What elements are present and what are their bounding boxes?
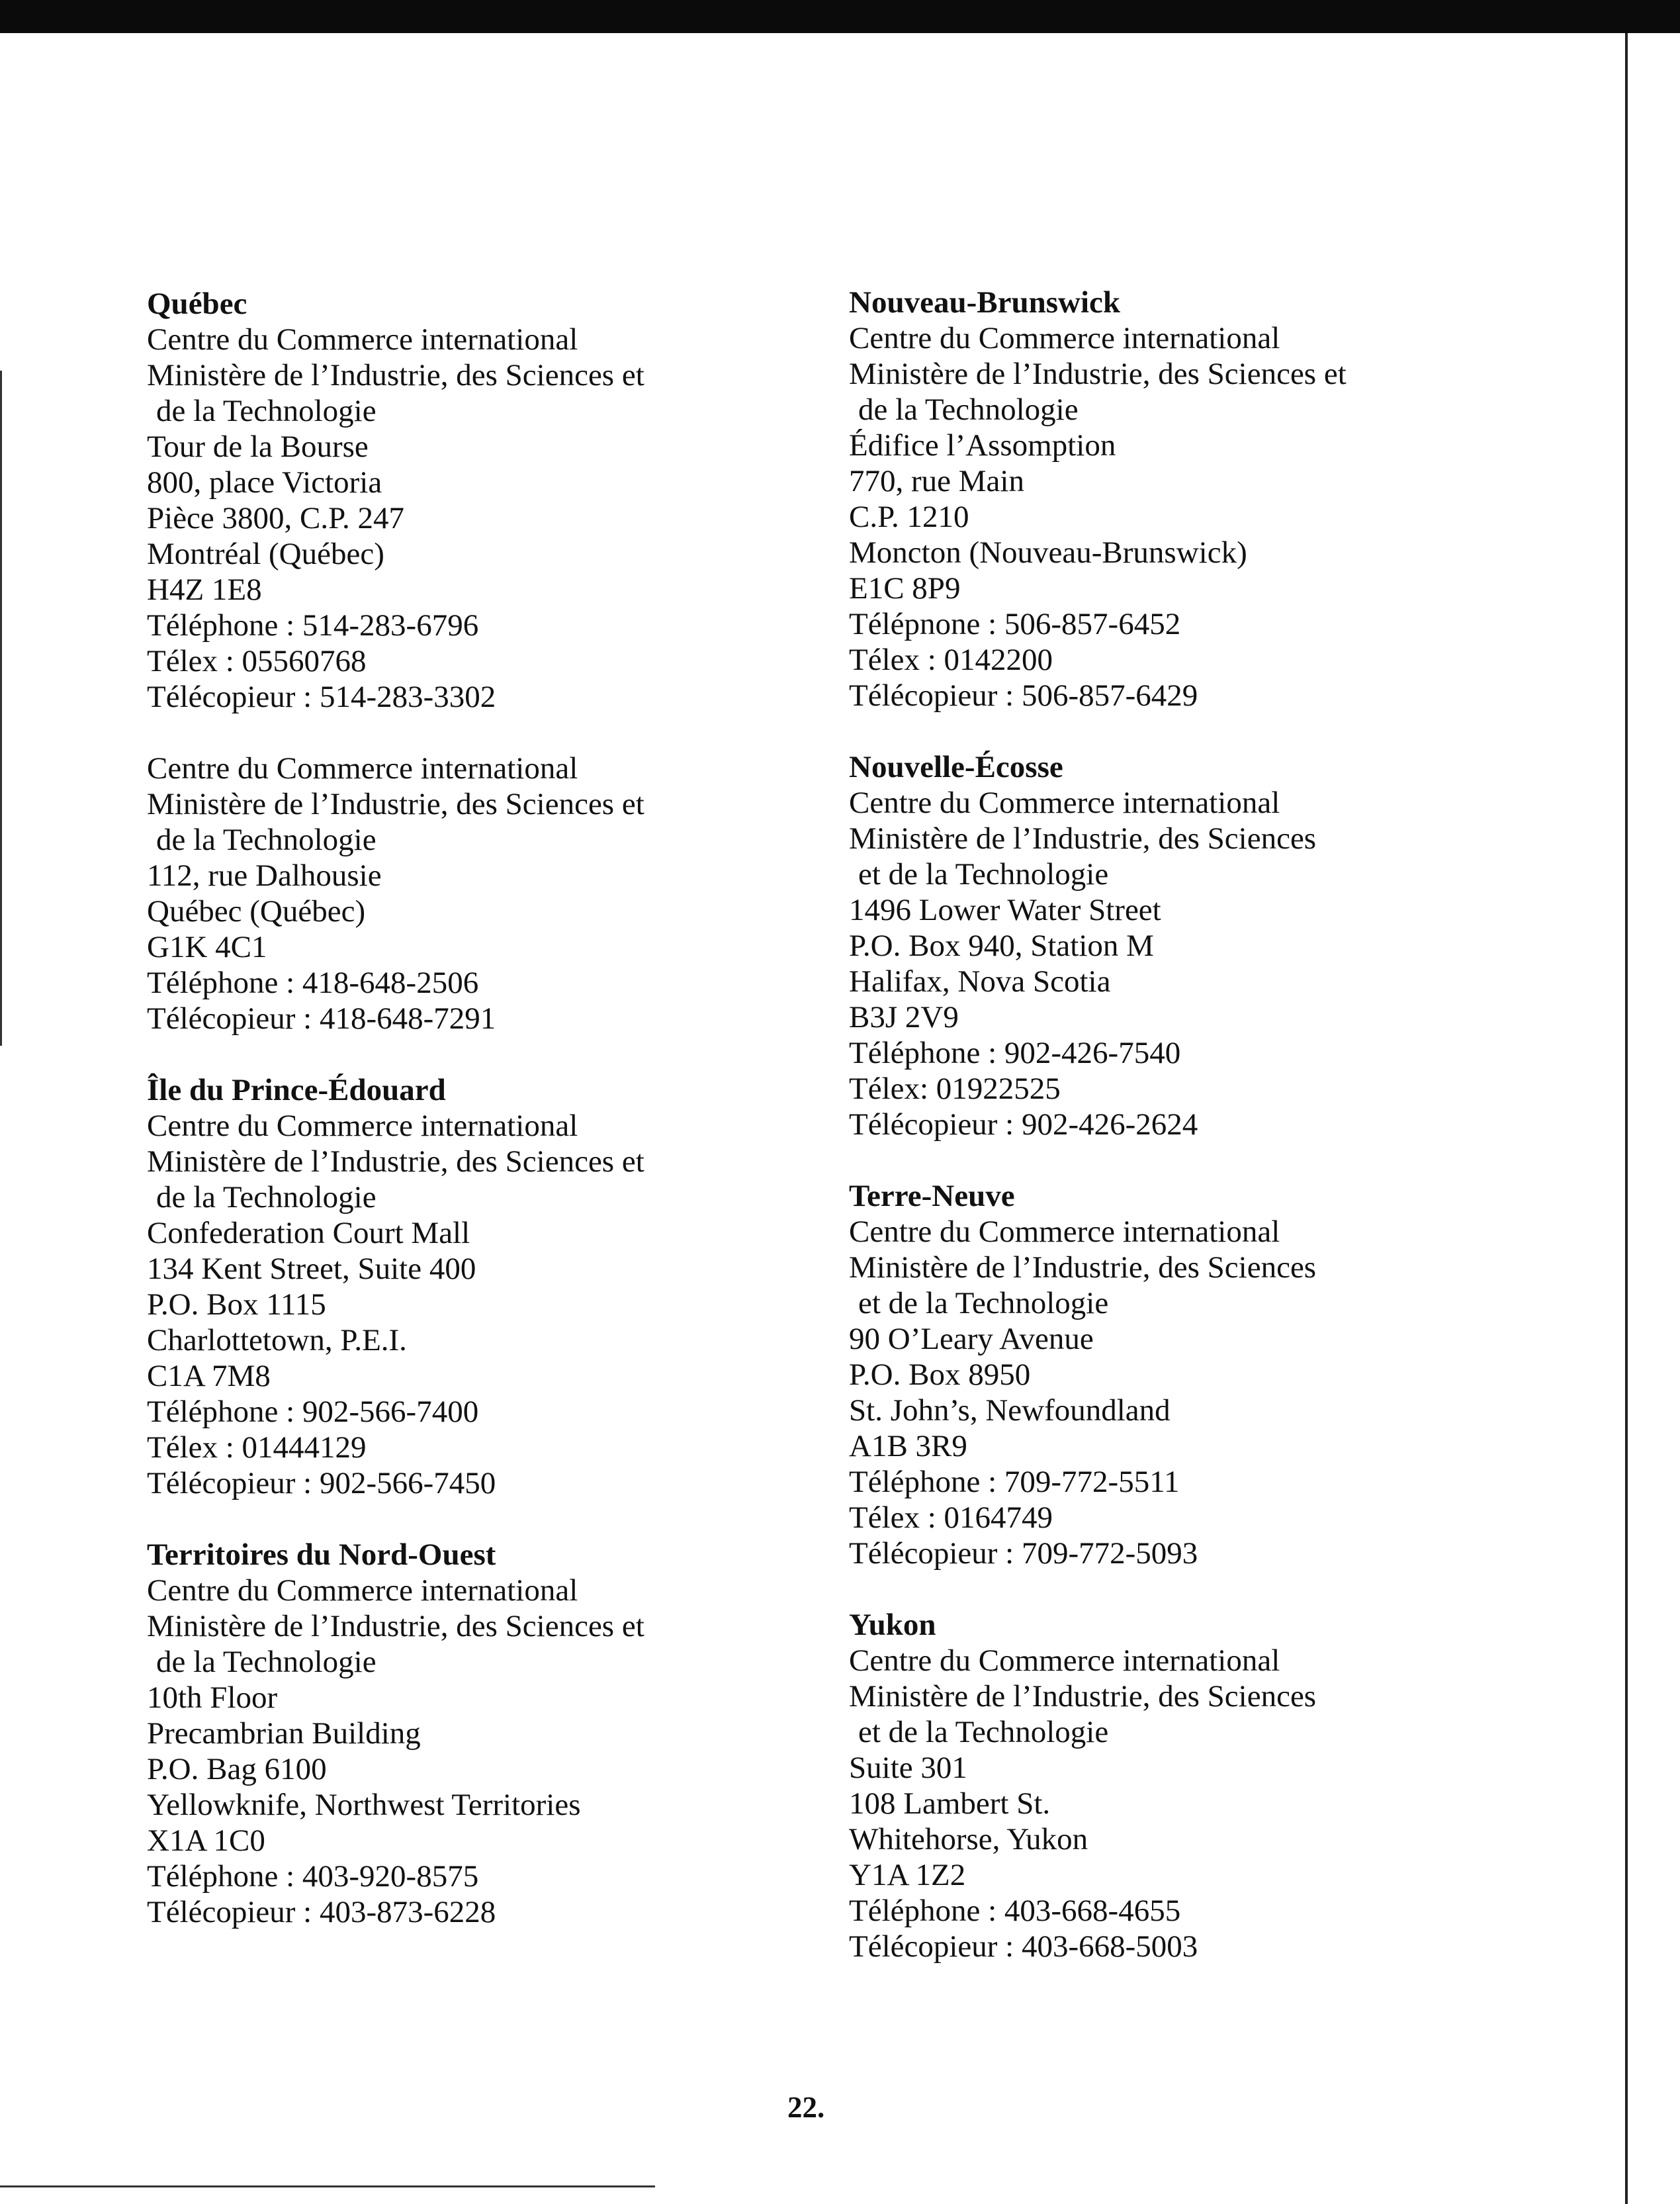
left-column bbox=[147, 286, 908, 1966]
address-line: Ministère de l’Industrie, des Sciences bbox=[849, 821, 1317, 856]
address-block bbox=[849, 749, 1610, 1142]
address-line: et de la Technologie bbox=[858, 1286, 1109, 1320]
address-line: Télex: 01922525 bbox=[849, 1072, 1061, 1106]
address-line: Precambrian Building bbox=[147, 1716, 421, 1751]
address-line: de la Technologie bbox=[156, 1645, 376, 1679]
address-line: Centre du Commerce international bbox=[849, 786, 1280, 820]
address-line: Télécopieur : 709-772-5093 bbox=[849, 1536, 1198, 1571]
address-line: Télécopieur : 403-668-5003 bbox=[849, 1929, 1198, 1964]
address-line: X1A 1C0 bbox=[147, 1823, 265, 1858]
address-line: P.O. Box 940, Station M bbox=[849, 929, 1154, 963]
address-line: Ministère de l’Industrie, des Sciences bbox=[849, 1250, 1317, 1285]
address-line: Pièce 3800, C.P. 247 bbox=[147, 501, 405, 535]
address-line: Édifice l’Assomption bbox=[849, 428, 1116, 463]
address-line: Ministère de l’Industrie, des Sciences et bbox=[147, 1144, 644, 1179]
address-line: Télex : 0142200 bbox=[849, 643, 1053, 677]
address-line: et de la Technologie bbox=[858, 1715, 1109, 1749]
address-line: Ministère de l’Industrie, des Sciences et bbox=[147, 787, 644, 821]
address-line: Montréal (Québec) bbox=[147, 537, 384, 571]
address-block bbox=[849, 1607, 1610, 1964]
address-line: P.O. Box 1115 bbox=[147, 1287, 326, 1322]
address-line: Téléphone : 514-283-6796 bbox=[147, 608, 479, 643]
right-column bbox=[849, 285, 1610, 2000]
address-line: Ministère de l’Industrie, des Sciences et bbox=[147, 1609, 644, 1643]
page-number: 22. bbox=[787, 2091, 825, 2124]
address-line: C.P. 1210 bbox=[849, 500, 969, 534]
region-heading: Yukon bbox=[849, 1608, 936, 1642]
address-line: Québec (Québec) bbox=[147, 894, 366, 929]
scan-left-edge bbox=[0, 371, 2, 1046]
region-heading: Nouvelle-Écosse bbox=[849, 750, 1063, 784]
address-line: 90 O’Leary Avenue bbox=[849, 1322, 1094, 1356]
scan-bottom-edge bbox=[0, 2185, 655, 2187]
address-block bbox=[849, 1178, 1610, 1571]
address-block bbox=[147, 1537, 908, 1930]
address-line: Télex : 05560768 bbox=[147, 644, 367, 678]
address-line: Halifax, Nova Scotia bbox=[849, 964, 1111, 999]
address-line: G1K 4C1 bbox=[147, 930, 267, 964]
address-line: Centre du Commerce international bbox=[147, 322, 578, 357]
scan-top-border bbox=[0, 0, 1680, 33]
address-line: Centre du Commerce international bbox=[147, 1109, 578, 1143]
address-line: Télépnone : 506-857-6452 bbox=[849, 607, 1181, 641]
address-line: P.O. Box 8950 bbox=[849, 1357, 1031, 1392]
address-block bbox=[147, 751, 908, 1036]
address-line: Centre du Commerce international bbox=[147, 1573, 578, 1608]
address-line: Centre du Commerce international bbox=[849, 1643, 1280, 1678]
address-line: 112, rue Dalhousie bbox=[147, 858, 382, 893]
region-heading: Québec bbox=[147, 287, 247, 321]
address-line: Téléphone : 403-920-8575 bbox=[147, 1859, 479, 1894]
address-line: H4Z 1E8 bbox=[147, 573, 262, 607]
address-line: P.O. Bag 6100 bbox=[147, 1752, 327, 1786]
address-line: A1B 3R9 bbox=[849, 1429, 967, 1463]
address-line: 134 Kent Street, Suite 400 bbox=[147, 1252, 476, 1286]
address-line: Tour de la Bourse bbox=[147, 430, 369, 464]
region-heading: Nouveau-Brunswick bbox=[849, 285, 1121, 320]
address-line: 1496 Lower Water Street bbox=[849, 893, 1161, 927]
address-line: Centre du Commerce international bbox=[849, 1215, 1280, 1249]
address-line: Télécopieur : 514-283-3302 bbox=[147, 680, 496, 714]
address-line: Téléphone : 709-772-5511 bbox=[849, 1465, 1180, 1499]
address-line: Ministère de l’Industrie, des Sciences bbox=[849, 1679, 1317, 1714]
address-line: Télécopieur : 902-426-2624 bbox=[849, 1107, 1198, 1142]
address-line: Charlottetown, P.E.I. bbox=[147, 1323, 407, 1357]
address-block bbox=[147, 1072, 908, 1501]
address-line: Whitehorse, Yukon bbox=[849, 1822, 1088, 1857]
address-line: Téléphone : 902-426-7540 bbox=[849, 1036, 1181, 1070]
address-line: de la Technologie bbox=[156, 394, 376, 428]
address-line: Téléphone : 403-668-4655 bbox=[849, 1894, 1181, 1928]
address-line: B3J 2V9 bbox=[849, 1000, 959, 1034]
address-line: Confederation Court Mall bbox=[147, 1216, 470, 1250]
address-line: Y1A 1Z2 bbox=[849, 1858, 966, 1892]
address-line: Téléphone : 902-566-7400 bbox=[147, 1395, 479, 1429]
scan-right-edge bbox=[1625, 33, 1628, 2204]
address-line: St. John’s, Newfoundland bbox=[849, 1393, 1171, 1428]
address-block bbox=[147, 286, 908, 715]
address-line: 800, place Victoria bbox=[147, 465, 382, 500]
address-line: Suite 301 bbox=[849, 1751, 967, 1785]
address-line: 770, rue Main bbox=[849, 464, 1024, 498]
address-line: Télex : 01444129 bbox=[147, 1430, 367, 1465]
region-heading: Île du Prince-Édouard bbox=[147, 1073, 446, 1107]
address-line: Moncton (Nouveau-Brunswick) bbox=[849, 535, 1247, 570]
address-line: Yellowknife, Northwest Territories bbox=[147, 1788, 581, 1822]
address-block bbox=[849, 285, 1610, 713]
address-line: Ministère de l’Industrie, des Sciences et bbox=[849, 357, 1347, 391]
region-heading: Territoires du Nord-Ouest bbox=[147, 1538, 496, 1572]
address-line: E1C 8P9 bbox=[849, 571, 961, 606]
address-line: Télécopieur : 506-857-6429 bbox=[849, 678, 1198, 713]
address-line: Télex : 0164749 bbox=[849, 1500, 1053, 1535]
address-line: Centre du Commerce international bbox=[147, 751, 578, 786]
address-line: de la Technologie bbox=[156, 1180, 376, 1215]
address-line: de la Technologie bbox=[858, 392, 1079, 427]
address-line: 108 Lambert St. bbox=[849, 1786, 1051, 1821]
address-line: Centre du Commerce international bbox=[849, 321, 1280, 355]
address-line: Télécopieur : 902-566-7450 bbox=[147, 1466, 496, 1500]
address-line: 10th Floor bbox=[147, 1680, 278, 1715]
region-heading: Terre-Neuve bbox=[849, 1179, 1015, 1213]
address-line: Télécopieur : 403-873-6228 bbox=[147, 1895, 496, 1929]
address-line: et de la Technologie bbox=[858, 857, 1109, 892]
address-line: Ministère de l’Industrie, des Sciences et bbox=[147, 358, 644, 392]
address-line: de la Technologie bbox=[156, 823, 376, 857]
address-line: Télécopieur : 418-648-7291 bbox=[147, 1001, 496, 1036]
address-line: Téléphone : 418-648-2506 bbox=[147, 966, 479, 1000]
address-line: C1A 7M8 bbox=[147, 1359, 271, 1393]
